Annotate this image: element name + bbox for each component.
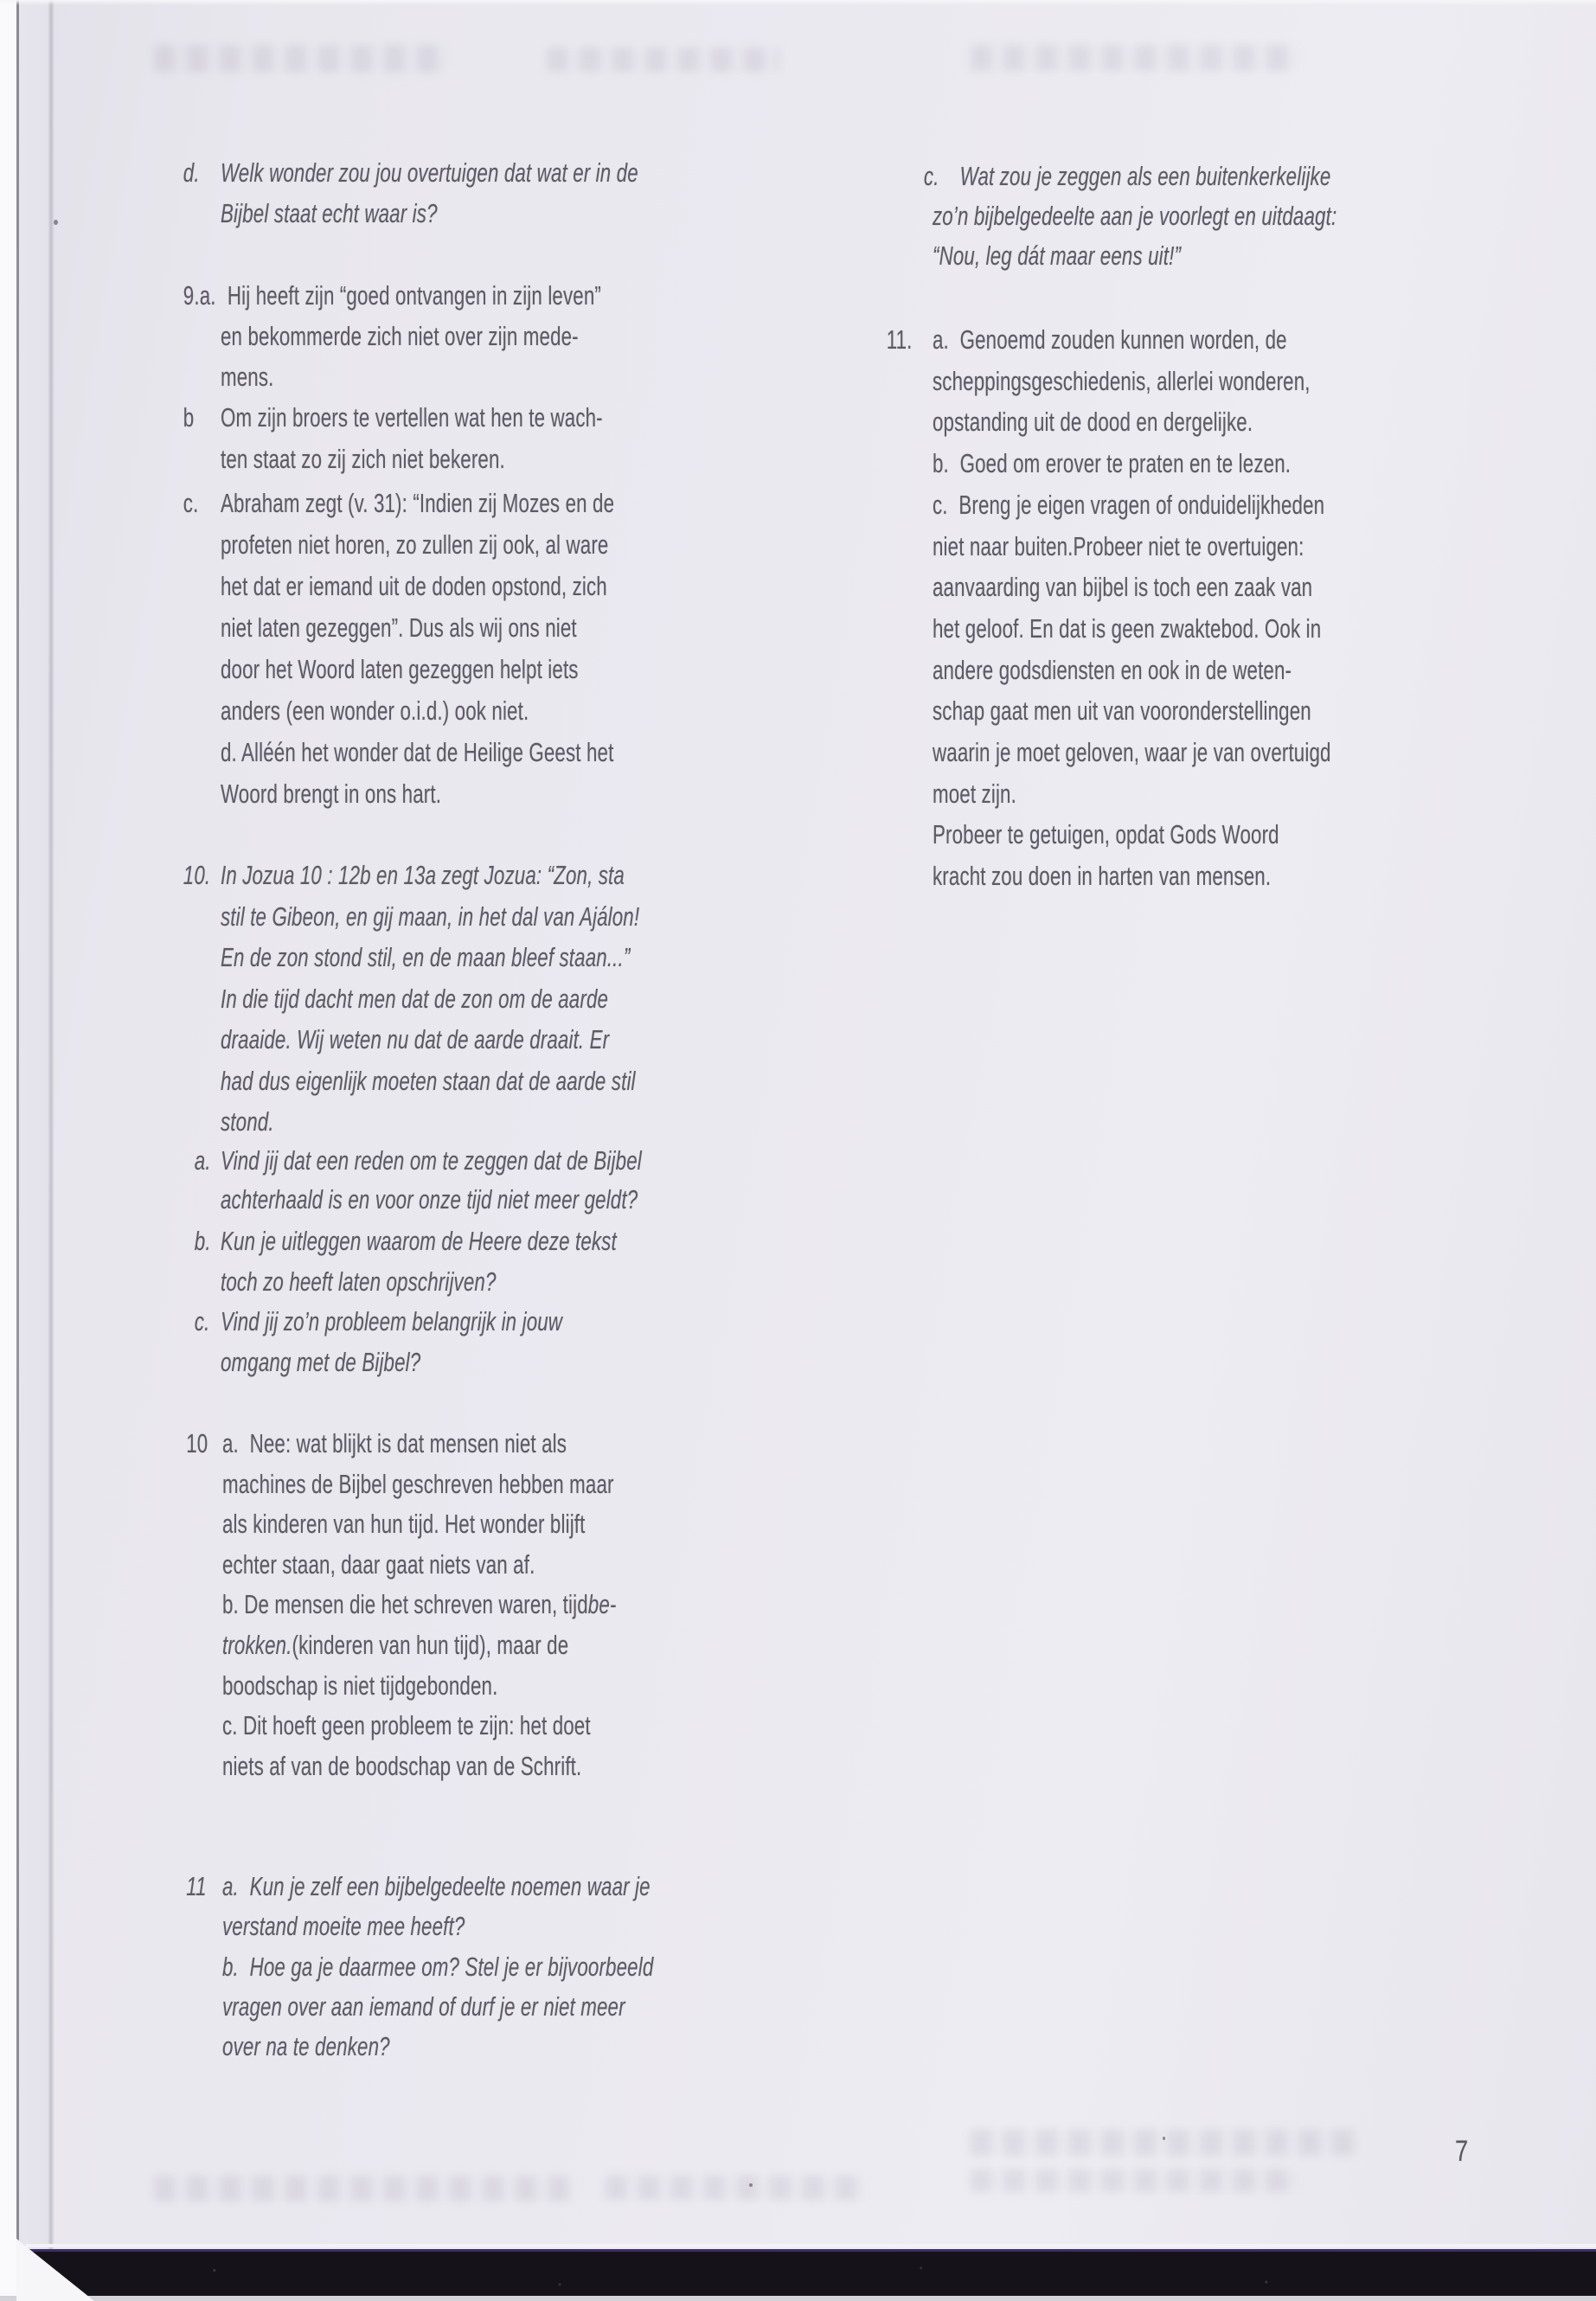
bleedthrough-smudge bbox=[971, 2130, 1360, 2156]
text-line: omgang met de Bijbel? bbox=[221, 1347, 421, 1377]
question-10b bbox=[194, 1221, 617, 1302]
text-line: a. Kun je zelf een bijbelgedeelte noemen waar je bbox=[222, 1871, 651, 1901]
page-number: 7 bbox=[1455, 2135, 1469, 2168]
scan-speck bbox=[54, 220, 58, 225]
text-line: En de zon stond stil, en de maan bleef staan...” bbox=[221, 942, 631, 972]
text-line: anders (een wonder o.i.d.) ook niet. bbox=[221, 695, 529, 726]
text-line bbox=[222, 1585, 616, 1625]
text-line: Bijbel staat echt waar is? bbox=[221, 198, 438, 228]
item-label: 11. bbox=[886, 324, 913, 355]
text-line: d. Alléén het wonder dat de Heilige Geest het bbox=[221, 737, 614, 767]
question-11 bbox=[186, 1867, 654, 2067]
item-label: b. bbox=[194, 1226, 211, 1256]
question-c-right bbox=[923, 157, 1337, 276]
text-line: het geloof. En dat is geen zwaktebod. Ook in bbox=[933, 612, 1322, 644]
text-line: kracht zou doen in harten van mensen. bbox=[933, 861, 1272, 892]
text-line: Hij heeft zijn “goed ontvangen in zijn leven” bbox=[227, 280, 601, 311]
text-line: mens. bbox=[221, 362, 274, 392]
bleedthrough-smudge bbox=[971, 45, 1299, 71]
text-line: a. Nee: wat blijkt is dat mensen niet als bbox=[222, 1428, 567, 1458]
item-label: c. bbox=[183, 488, 199, 518]
text-line: ten staat zo zij zich niet bekeren. bbox=[221, 444, 505, 474]
text-segment-italic: trokken. bbox=[222, 1629, 292, 1660]
text-line: en bekommerde zich niet over zijn mede- bbox=[221, 321, 579, 351]
item-label: d. bbox=[183, 157, 200, 188]
answer-10 bbox=[186, 1424, 617, 1786]
text-line: Welk wonder zou jou overtuigen dat wat er in de bbox=[221, 157, 638, 188]
text-line: In Jozua 10 : 12b en 13a zegt Jozua: “Zon, sta bbox=[221, 860, 625, 890]
text-line: scheppingsgeschiedenis, allerlei wonderen, bbox=[933, 365, 1311, 396]
text-line: door het Woord laten gezeggen helpt iets bbox=[221, 654, 579, 684]
item-label: c. bbox=[194, 1306, 210, 1336]
text-line: vragen over aan iemand of durf je er niet meer bbox=[222, 1990, 625, 2022]
item-label: 11 bbox=[186, 1871, 207, 1901]
text-line: b. Hoe ga je daarmee om? Stel je er bijvoorbeeld bbox=[222, 1951, 654, 1982]
text-line: had dus eigenlijk moeten staan dat de aarde stil bbox=[221, 1065, 636, 1096]
text-line: Wat zou je zeggen als een buitenkerkelijke bbox=[959, 161, 1331, 191]
text-line: Om zijn broers te vertellen wat hen te wach- bbox=[221, 402, 603, 433]
text-line: c. Breng je eigen vragen of onduidelijkheden bbox=[933, 489, 1325, 520]
item-label: b bbox=[183, 402, 195, 433]
text-line: boodschap is niet tijdgebonden. bbox=[222, 1670, 498, 1701]
text-line: niet laten gezeggen”. Dus als wij ons niet bbox=[221, 612, 577, 643]
scan-left-margin bbox=[0, 0, 16, 2301]
text-line: verstand moeite mee heeft? bbox=[222, 1911, 465, 1942]
text-segment: b. De mensen die het schreven waren, tijd bbox=[222, 1589, 588, 1620]
bleedthrough-smudge bbox=[606, 2176, 865, 2200]
text-line: achterhaald is en voor onze tijd niet meer geldt? bbox=[221, 1184, 638, 1215]
page-edge-strip bbox=[19, 0, 50, 2301]
text-line: b. Goed om erover te praten en te lezen. bbox=[933, 448, 1292, 479]
text-line: Abraham zegt (v. 31): “Indien zij Mozes en de bbox=[221, 488, 615, 518]
bleedthrough-smudge bbox=[971, 2170, 1299, 2192]
text-line: echter staan, daar gaat niets van af. bbox=[222, 1548, 535, 1580]
text-segment: (kinderen van hun tijd), maar de bbox=[292, 1629, 569, 1660]
item-label: 9.a. bbox=[183, 280, 216, 311]
item-label: 10. bbox=[183, 860, 211, 890]
item-label: c. bbox=[923, 161, 939, 191]
text-line: stil te Gibeon, en gij maan, in het dal van Ajálon! bbox=[221, 901, 640, 932]
question-10 bbox=[183, 855, 640, 1143]
text-line: profeten niet horen, zo zullen zij ook, al ware bbox=[221, 529, 609, 560]
item-label: a. bbox=[194, 1145, 211, 1176]
question-10a bbox=[194, 1141, 642, 1219]
text-line: moet zijn. bbox=[933, 778, 1016, 809]
bleedthrough-smudge bbox=[154, 2176, 569, 2202]
text-line: a. Genoemd zouden kunnen worden, de bbox=[933, 324, 1287, 355]
text-line: In die tijd dacht men dat de zon om de aarde bbox=[221, 983, 609, 1014]
text-line: niet naar buiten.Probeer niet te overtuigen: bbox=[933, 530, 1304, 561]
item-label: 10 bbox=[186, 1428, 208, 1458]
scan-speck bbox=[1163, 2137, 1165, 2140]
text-line: zo’n bijbelgedeelte aan je voorlegt en uitdaagt: bbox=[933, 201, 1337, 231]
text-line: over na te denken? bbox=[222, 2031, 390, 2062]
text-line: machines de Bijbel geschreven hebben maar bbox=[222, 1468, 614, 1499]
book-cover-band bbox=[26, 2249, 1596, 2298]
text-line: Vind jij dat een reden om te zeggen dat de Bijbel bbox=[221, 1145, 642, 1176]
text-segment-italic: be- bbox=[587, 1589, 617, 1620]
answer-9c bbox=[183, 483, 615, 815]
question-d bbox=[183, 152, 638, 234]
question-10c bbox=[194, 1301, 563, 1382]
text-line: Woord brengt in ons hart. bbox=[221, 779, 442, 809]
text-line: toch zo heeft laten opschrijven? bbox=[221, 1266, 497, 1297]
text-line: niets af van de boodschap van de Schrift. bbox=[222, 1750, 582, 1781]
page-top-edge bbox=[0, 0, 1596, 5]
text-line: als kinderen van hun tijd. Het wonder blijft bbox=[222, 1509, 586, 1540]
text-line: opstanding uit de dood en dergelijke. bbox=[933, 407, 1253, 438]
bleedthrough-smudge bbox=[547, 48, 780, 72]
answer-11 bbox=[886, 319, 1331, 897]
page-fold-shadow bbox=[48, 0, 54, 2301]
answer-9b bbox=[183, 397, 603, 480]
text-line: draaide. Wij weten nu dat de aarde draait. Er bbox=[221, 1024, 610, 1054]
text-line: aanvaarding van bijbel is toch een zaak van bbox=[933, 572, 1313, 603]
text-line: Probeer te getuigen, opdat Gods Woord bbox=[933, 819, 1279, 850]
scan-bottom-margin bbox=[0, 2296, 1596, 2301]
answer-9a bbox=[183, 275, 601, 397]
text-line: stond. bbox=[221, 1106, 274, 1137]
page-bottom-edge bbox=[26, 2244, 1596, 2247]
bleedthrough-smudge bbox=[154, 45, 448, 73]
text-line: Kun je uitleggen waarom de Heere deze tekst bbox=[221, 1226, 617, 1256]
scan-speck bbox=[749, 2183, 753, 2187]
text-line: c. Dit hoeft geen probleem te zijn: het doet bbox=[222, 1710, 591, 1741]
text-line bbox=[222, 1625, 616, 1666]
text-line: het dat er iemand uit de doden opstond, zich bbox=[221, 571, 607, 601]
text-line: Vind jij zo’n probleem belangrijk in jouw bbox=[221, 1306, 563, 1336]
text-line: schap gaat men uit van vooronderstellingen bbox=[933, 695, 1311, 727]
text-line: “Nou, leg dát maar eens uit!” bbox=[933, 240, 1182, 271]
text-line: andere godsdiensten en ook in de weten- bbox=[933, 654, 1292, 685]
text-line: waarin je moet geloven, waar je van overtuigd bbox=[933, 737, 1331, 768]
